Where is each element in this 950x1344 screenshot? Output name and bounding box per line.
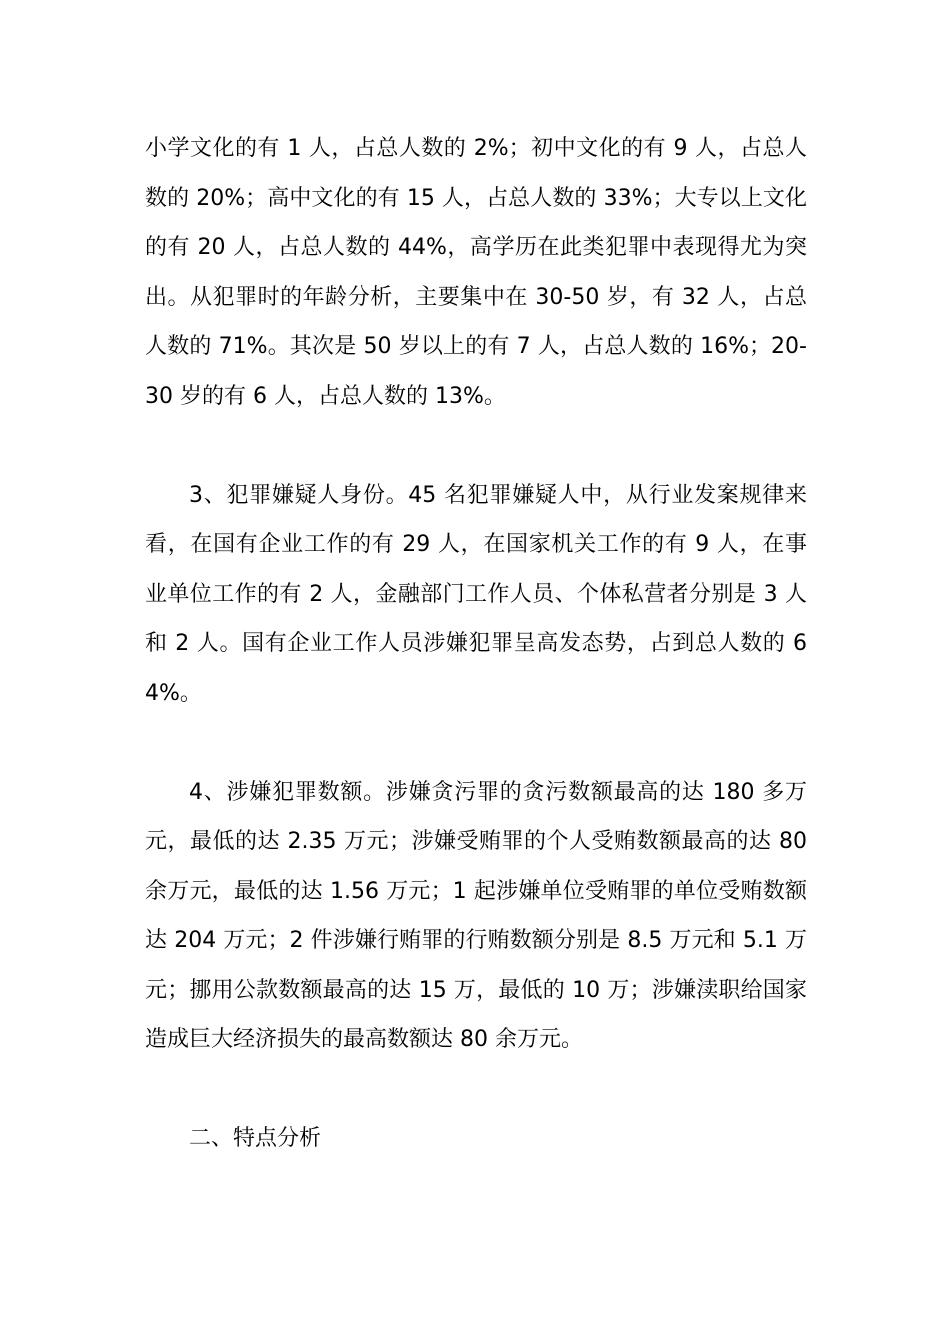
document-body — [145, 124, 807, 1164]
paragraph-education-age: 小学文化的有 1 人，占总人数的 2%；初中文化的有 9 人，占总人数的 20%；高中文化的有 15 人，占总人数的 33%；大专以上文化的有 20 人，占总人数的 44%，高学历在此类犯罪中表现得尤为突出。从犯罪时的年龄分析，主要集中在 30-50 岁，有 32 人，占总人数的 71%。其次是 50 岁以上的有 7 人，占总人数的 16%；20-30 岁的有 6 人，占总人数的 13%。 — [145, 136, 807, 409]
paragraph-crime-amounts: 4、涉嫌犯罪数额。涉嫌贪污罪的贪污数额最高的达 180 多万元，最低的达 2.35 万元；涉嫌受贿罪的个人受贿数额最高的达 80 余万元，最低的达 1.56 万元；1 起涉嫌单位受贿罪的单位受贿数额达 204 万元；2 件涉嫌行贿罪的行贿数额分别是 8.5 万元和 5.1 万元；挪用公款数额最高的达 15 万，最低的 10 万；涉嫌渎职给国家造成巨大经济损失的最高数额达 80 余万元。 — [145, 779, 807, 1052]
paragraph-suspect-identity: 3、犯罪嫌疑人身份。45 名犯罪嫌疑人中，从行业发案规律来看，在国有企业工作的有 29 人，在国家机关工作的有 9 人，在事业单位工作的有 2 人，金融部门工作人员、个体私营者分别是 3 人和 2 人。国有企业工作人员涉嫌犯罪呈高发态势，占到总人数的 64%。 — [145, 482, 807, 706]
section-heading: 二、特点分析 — [189, 1126, 322, 1151]
